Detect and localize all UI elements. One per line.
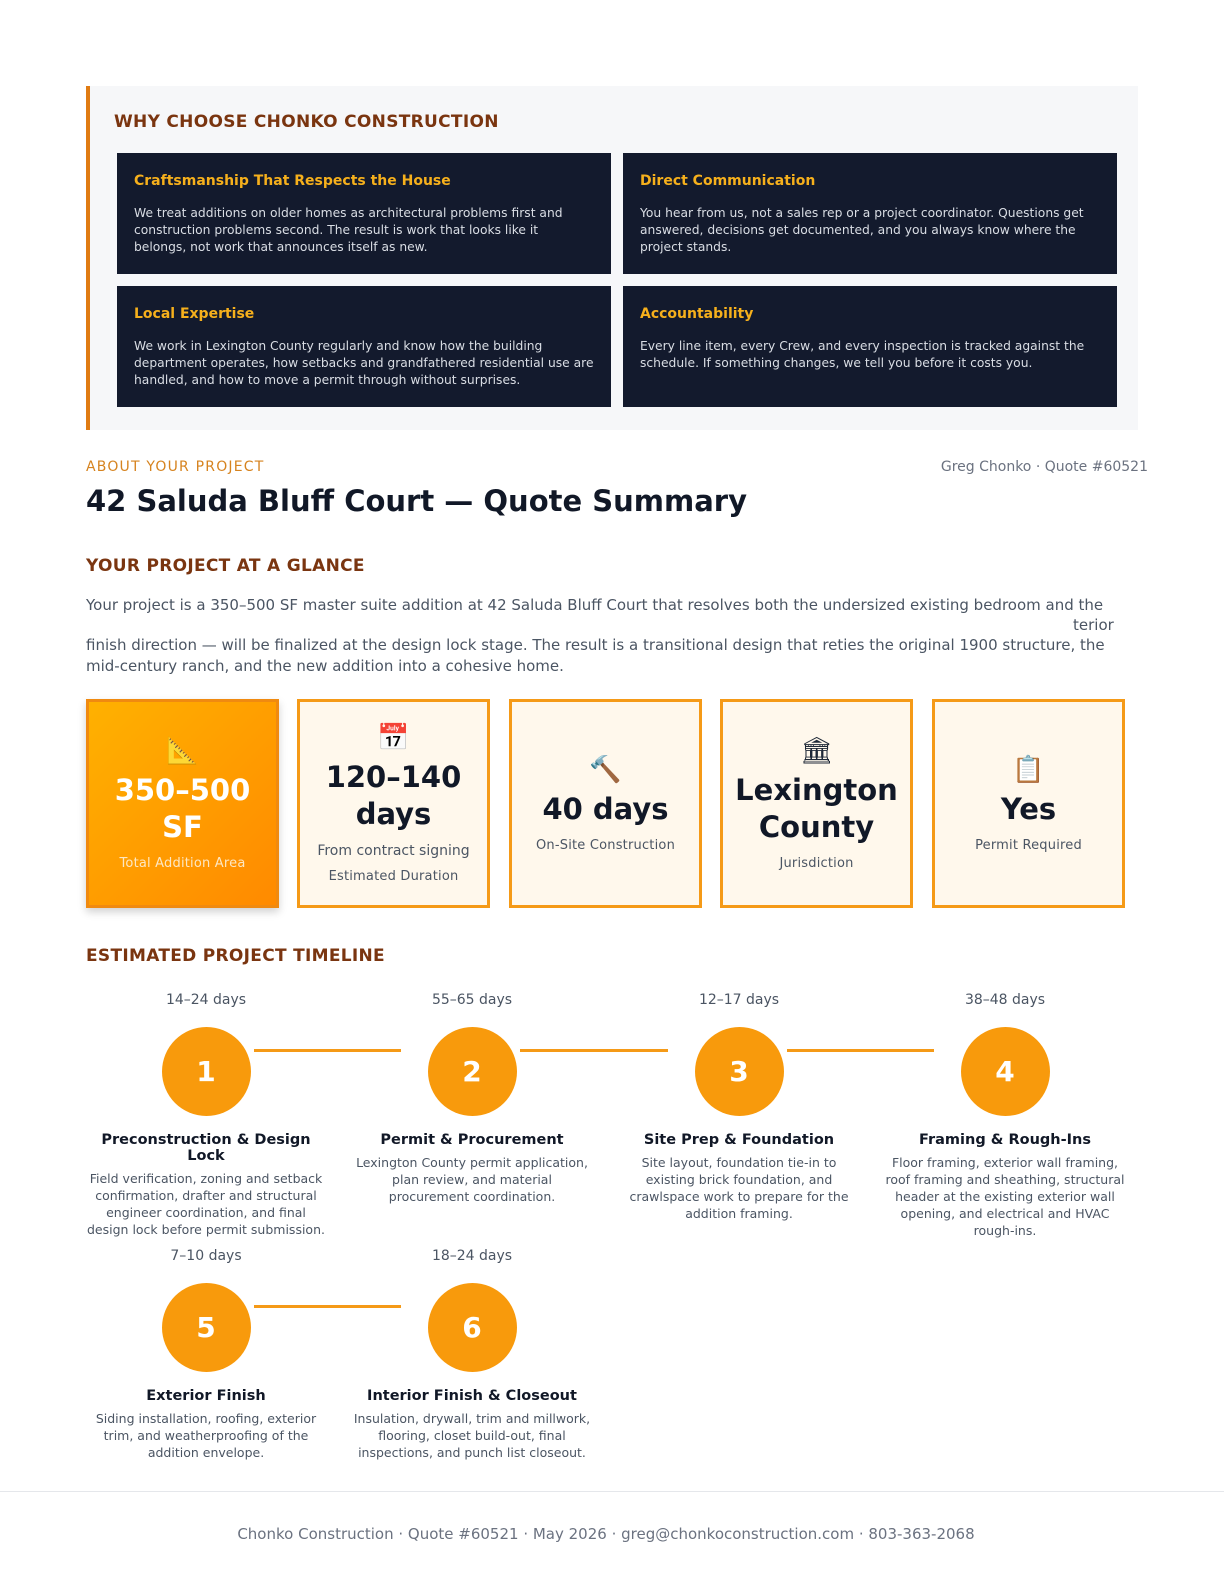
page-title: 42 Saluda Bluff Court — Quote Summary (86, 484, 747, 518)
step-number: 5 (162, 1283, 251, 1372)
glance-heading: YOUR PROJECT AT A GLANCE (86, 556, 365, 576)
step-name: Site Prep & Foundation (643, 1132, 835, 1148)
step-name: Preconstruction & Design Lock (101, 1132, 311, 1164)
step-number: 3 (695, 1027, 784, 1116)
why-choose-heading: WHY CHOOSE CHONKO CONSTRUCTION (114, 112, 499, 132)
step-duration: 7–10 days (170, 1248, 242, 1264)
card-title: Direct Communication (640, 173, 816, 189)
stat-value: Lexington County (735, 773, 898, 844)
timeline-step (619, 992, 859, 1222)
card-title: Accountability (640, 306, 754, 322)
timeline-step (86, 992, 326, 1238)
stat-label: Jurisdiction (779, 856, 854, 871)
stat-permit-required (932, 699, 1125, 908)
about-kicker: ABOUT YOUR PROJECT (86, 459, 265, 475)
government-building-icon: 🏛 (799, 736, 833, 766)
card-body: We work in Lexington County regularly and know how the building department operates, how setbacks and grandfathered residential use are handled, and how to move a permit through without surprises. (134, 339, 594, 387)
step-name: Permit & Procurement (380, 1132, 564, 1148)
step-duration: 55–65 days (431, 992, 513, 1008)
timeline-step (352, 992, 592, 1205)
triangle-ruler-icon: 📐 (166, 736, 199, 766)
step-duration: 14–24 days (165, 992, 247, 1008)
stat-sub: From contract signing (317, 843, 470, 859)
timeline-step (86, 1248, 326, 1461)
stat-label: On-Site Construction (535, 837, 676, 853)
step-description: Lexington County permit application, plan review, and material procurement coordination. (356, 1155, 588, 1204)
footer-text: Chonko Construction · Quote #60521 · May 2026 · greg@chonkoconstruction.com · 803-363-2068 (237, 1525, 975, 1543)
step-description: Floor framing, exterior wall framing, roof framing and sheathing, structural header at the existing exterior wall opening, and electrical and HVAC rough-ins. (885, 1155, 1125, 1238)
stat-value: 120–140 days (325, 760, 462, 831)
why-choose-grid (117, 153, 1113, 407)
stat-label: Estimated Duration (328, 869, 459, 884)
timeline-heading: ESTIMATED PROJECT TIMELINE (86, 946, 385, 966)
step-duration: 18–24 days (431, 1248, 513, 1264)
calendar-icon: 📅 (377, 723, 410, 753)
card-direct-communication (623, 153, 1117, 274)
card-local-expertise (117, 286, 611, 407)
stat-value: 40 days (542, 791, 669, 826)
timeline-step (352, 1248, 592, 1461)
card-body: You hear from us, not a sales rep or a project coordinator. Questions get answered, decisions get documented, and you always know where the project stands. (640, 206, 1084, 254)
card-body: Every line item, every Crew, and every inspection is tracked against the schedule. If something changes, we tell you before it costs you. (640, 339, 1085, 370)
quote-meta: Greg Chonko · Quote #60521 (940, 459, 1148, 475)
stat-label: Total Addition Area (119, 856, 246, 871)
stat-value: 350–500 SF (114, 773, 251, 844)
stat-onsite-construction (509, 699, 702, 908)
stat-estimated-duration (297, 699, 490, 908)
glance-paragraph-line2: finish direction — will be finalized at the design lock stage. The result is a transitional design that reties the original 1900 structure, the mid-century ranch, and the new addition into a cohesive home. (86, 636, 1105, 675)
step-number: 1 (162, 1027, 251, 1116)
stat-addition-area (86, 699, 279, 908)
footer-divider (0, 1491, 1224, 1492)
stat-jurisdiction (720, 699, 913, 908)
card-title: Craftsmanship That Respects the House (134, 173, 451, 189)
card-body: We treat additions on older homes as architectural problems first and construction problems second. The result is work that looks like it belongs, not work that announces itself as new. (134, 206, 563, 254)
step-number: 4 (961, 1027, 1050, 1116)
step-description: Insulation, drywall, trim and millwork, flooring, closet build-out, final inspections, and punch list closeout. (353, 1411, 591, 1460)
timeline-step (885, 992, 1125, 1239)
card-title: Local Expertise (134, 306, 255, 322)
stat-label: Permit Required (975, 837, 1082, 853)
step-description: Siding installation, roofing, exterior trim, and weatherproofing of the addition envelope. (95, 1411, 317, 1460)
step-duration: 12–17 days (698, 992, 780, 1008)
step-duration: 38–48 days (964, 992, 1046, 1008)
stats-row (86, 699, 1126, 908)
glance-paragraph-line1: Your project is a 350–500 SF master suite addition at 42 Saluda Bluff Court that resolves both the undersized existing bedroom and the (86, 596, 1104, 614)
step-number: 2 (428, 1027, 517, 1116)
hammer-icon: 🔨 (589, 754, 622, 785)
glance-paragraph-fragment: terior (1073, 616, 1114, 634)
step-name: Interior Finish & Closeout (367, 1388, 577, 1404)
card-accountability (623, 286, 1117, 407)
step-name: Exterior Finish (146, 1388, 266, 1404)
step-description: Field verification, zoning and setback confirmation, drafter and structural engineer coordination, and final design lock before permit submission. (87, 1171, 325, 1237)
clipboard-icon: 📋 (1012, 754, 1045, 785)
why-choose-section (86, 86, 1138, 430)
stat-value: Yes (1000, 791, 1057, 826)
step-description: Site layout, foundation tie-in to existing brick foundation, and crawlspace work to prepare for the addition framing. (629, 1155, 849, 1221)
card-craftsmanship (117, 153, 611, 274)
step-name: Framing & Rough-Ins (919, 1132, 1091, 1148)
step-number: 6 (428, 1283, 517, 1372)
